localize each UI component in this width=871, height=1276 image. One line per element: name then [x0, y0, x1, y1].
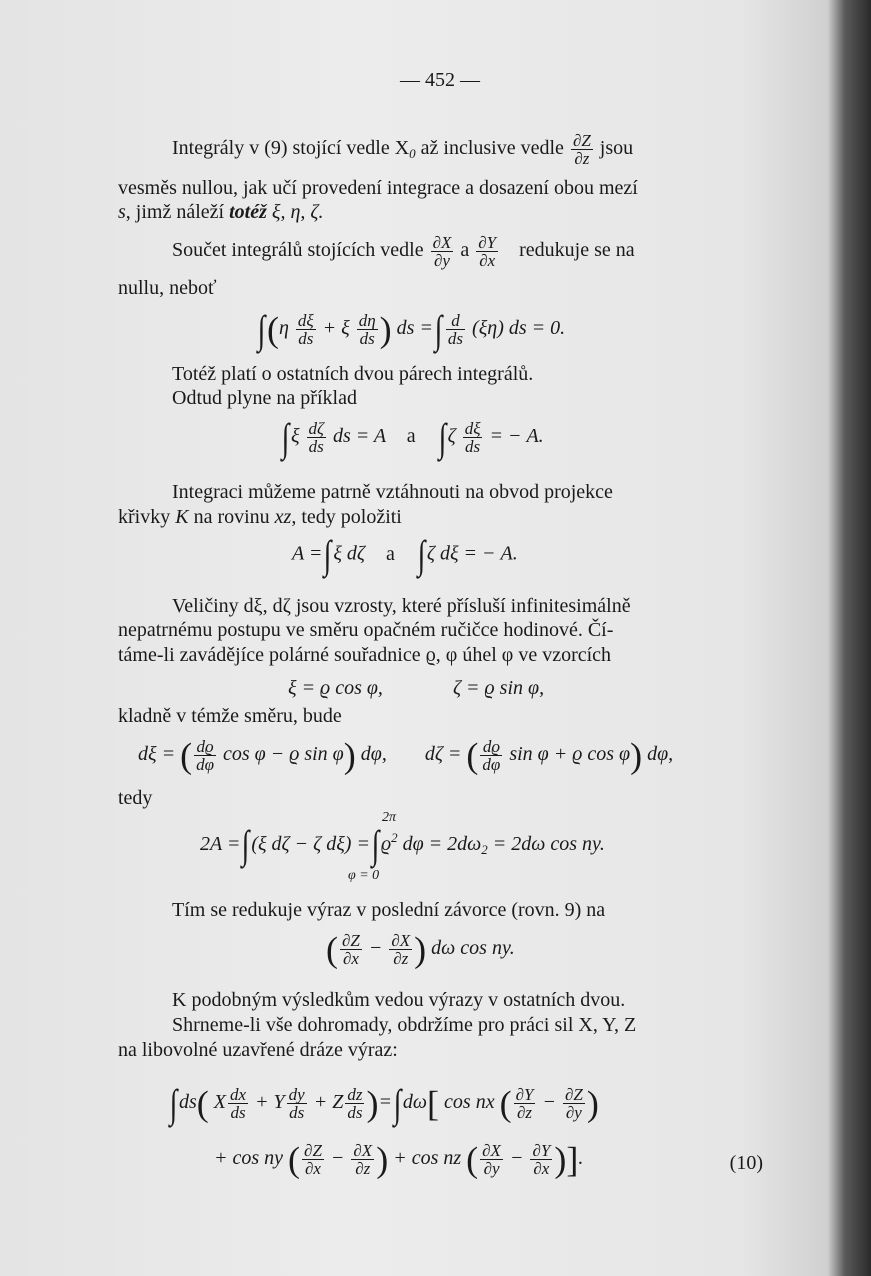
lower-limit: φ = 0: [347, 868, 380, 884]
text: + Y: [255, 1091, 285, 1114]
numerator: ∂X: [482, 1141, 501, 1160]
fraction: [446, 312, 465, 347]
text: + cos nz: [393, 1147, 462, 1170]
numerator: dϱ: [194, 738, 216, 756]
integral-sign: ∫: [438, 414, 446, 460]
paren: ): [554, 1139, 567, 1180]
fraction: [287, 1086, 307, 1121]
subscript: 0: [409, 146, 416, 162]
fraction: [530, 1142, 552, 1177]
integral-with-limits: [347, 810, 396, 884]
numerator: ∂X: [391, 931, 411, 950]
text: X: [213, 1091, 226, 1114]
denominator: ∂x: [533, 1159, 550, 1178]
paren: ): [343, 735, 356, 776]
paragraph-4-line-2: [118, 505, 402, 529]
paren: ): [414, 929, 427, 970]
paragraph-9-line-2: Shrneme-li vše dohromady, obdržíme pro práci sil X, Y, Z: [172, 1014, 637, 1036]
paragraph-6-line-1: kladně v témže směru, bude: [118, 705, 342, 727]
paragraph-3-line-1: Totéž platí o ostatních dvou párech integrálů.: [172, 363, 534, 385]
denominator: ds: [347, 1103, 363, 1122]
text: = − A.: [489, 425, 544, 448]
numerator: dζ: [308, 419, 324, 438]
numerator: dx: [229, 1085, 247, 1104]
denominator: ∂z: [393, 949, 409, 968]
fraction: [463, 420, 483, 455]
numerator: ∂X: [432, 233, 452, 252]
fraction: [296, 312, 316, 347]
text: η: [278, 317, 289, 340]
text: , tedy položiti: [291, 506, 402, 528]
text: dξ =: [138, 743, 176, 766]
text: + Z: [313, 1091, 344, 1114]
numerator: ∂Y: [478, 233, 497, 252]
superscript: 2: [391, 830, 398, 845]
fraction: [431, 234, 454, 269]
equation-4: [288, 676, 544, 700]
denominator: ∂x: [305, 1159, 321, 1178]
text: a: [406, 425, 416, 448]
paragraph-1-line-3: [118, 200, 323, 224]
fraction: [563, 1086, 585, 1121]
text: dφ,: [360, 743, 387, 766]
equation-7: [326, 929, 515, 970]
paren: ): [379, 309, 392, 350]
paragraph-2-line-2: nullu, neboť: [118, 277, 217, 299]
integral-sign: ∫: [257, 306, 266, 352]
paren: (: [196, 1083, 209, 1124]
equation-9: [214, 1139, 584, 1180]
denominator: ∂y: [565, 1103, 582, 1122]
integral-sign: ∫: [324, 532, 332, 577]
paren: ): [366, 1083, 379, 1124]
paragraph-2-line-1: [172, 234, 635, 269]
denominator: ∂z: [517, 1103, 533, 1122]
paragraph-5-line-3: táme-li zavádějíce polárné souřadnice ϱ, φ úhel φ ve vzorcích: [118, 644, 612, 666]
text: −: [330, 1147, 345, 1170]
equation-number: (10): [729, 1152, 763, 1174]
text: cos φ − ϱ sin φ: [222, 743, 344, 766]
paren: (: [499, 1083, 512, 1124]
fraction: [480, 738, 502, 773]
text: + cos ny: [214, 1147, 284, 1170]
fraction: [514, 1086, 536, 1121]
paragraph-5-line-1: Veličiny dξ, dζ jsou vzrosty, které přísluší infinitesimálně: [172, 595, 631, 617]
numerator: dξ: [464, 419, 481, 438]
numerator: ∂Z: [304, 1141, 322, 1160]
paragraph-9-line-1: K podobným výsledkům vedou výrazy v ostatních dvou.: [172, 989, 626, 1011]
integral-sign: ∫: [242, 822, 250, 868]
paragraph-9-line-3: na libovolné uzavřené dráze výraz:: [118, 1039, 398, 1061]
paren: ): [630, 735, 643, 776]
denominator: ∂x: [479, 251, 496, 270]
paragraph-5-line-2: nepatrnému postupu ve směru opačném ručičce hodinové. Čí-: [118, 619, 614, 641]
numerator: dy: [288, 1085, 305, 1104]
text: ϱ: [380, 833, 392, 855]
paren: (: [288, 1139, 301, 1180]
fraction: [571, 132, 593, 167]
text: ζ = ϱ sin φ,: [452, 677, 545, 699]
fraction: [476, 234, 498, 269]
emphasis: totéž: [229, 201, 267, 223]
integral-sign: ∫: [371, 822, 380, 868]
text: sin φ + ϱ cos φ: [509, 743, 631, 766]
fraction: [351, 1142, 374, 1177]
text: dφ = 2dω: [397, 833, 482, 855]
fraction: [389, 932, 412, 967]
text: cos nx: [444, 1091, 495, 1114]
text: a: [386, 542, 395, 565]
denominator: ds: [359, 329, 375, 348]
paren: ): [376, 1139, 389, 1180]
text: ξ, η, ζ.: [266, 201, 324, 223]
text: = 2dω cos ny.: [487, 833, 605, 855]
upper-limit: 2π: [381, 810, 396, 826]
text: ξ = ϱ cos φ,: [288, 677, 383, 699]
text: křivky: [118, 506, 176, 528]
paragraph-4-line-1: Integraci můžeme patrně vztáhnouti na obvod projekce: [172, 481, 613, 503]
text: xz: [274, 506, 292, 528]
denominator: ds: [308, 437, 324, 456]
denominator: ∂y: [434, 251, 450, 270]
text: ds = A: [332, 425, 386, 448]
text: , jimž náleží: [125, 201, 230, 223]
text: .: [578, 1147, 584, 1170]
equation-2: [280, 414, 544, 460]
denominator: ds: [298, 329, 314, 348]
text: −: [542, 1091, 556, 1114]
text: ds: [178, 1091, 197, 1114]
paragraph-8-line-1: Tím se redukuje výraz v poslední závorce (rovn. 9) na: [172, 899, 606, 921]
page-number: — 452 —: [400, 69, 480, 91]
text: ξ dζ: [333, 542, 365, 565]
numerator: d: [446, 312, 465, 330]
equation-5: [138, 735, 674, 776]
text: jsou: [599, 137, 634, 160]
integral-sign: ∫: [434, 306, 443, 352]
subscript: 2: [481, 842, 488, 857]
denominator: dφ: [196, 755, 214, 774]
fraction: [307, 420, 326, 455]
text: dφ,: [647, 743, 674, 766]
text: K: [175, 506, 189, 528]
numerator: ∂Z: [564, 1085, 583, 1104]
integral-sign: ∫: [393, 1080, 402, 1126]
numerator: ∂Z: [342, 931, 360, 950]
bracket: ]: [566, 1139, 579, 1180]
fraction: [228, 1086, 248, 1121]
denominator: ∂y: [483, 1159, 500, 1178]
text: ds =: [396, 317, 433, 340]
paren: (: [466, 1139, 479, 1180]
paren: (: [180, 735, 193, 776]
fraction: [357, 312, 378, 347]
bracket: [: [427, 1083, 440, 1124]
numerator: dϱ: [480, 738, 502, 756]
paragraph-1-line-1: [172, 132, 633, 167]
text: Součet integrálů stojících vedle: [172, 239, 424, 262]
text: dω cos ny.: [431, 937, 515, 960]
denominator: dφ: [482, 755, 501, 774]
text: ξ: [290, 425, 300, 448]
paren: (: [326, 929, 338, 970]
paren: ): [586, 1083, 599, 1124]
denominator: ∂z: [355, 1159, 371, 1178]
text: 2A =: [200, 833, 241, 855]
integral-sign: ∫: [417, 532, 426, 577]
equation-8: [168, 1080, 599, 1126]
fraction: [194, 738, 216, 773]
paragraph-3-line-2: Odtud plyne na příklad: [172, 387, 357, 409]
equation-6: [200, 810, 605, 884]
fraction: [345, 1086, 364, 1121]
text: dω: [402, 1091, 428, 1114]
equation-3: [292, 532, 518, 577]
integral-sign: ∫: [281, 414, 290, 460]
denominator: ds: [230, 1103, 246, 1122]
text: (ξ dζ − ζ dξ) =: [251, 833, 370, 855]
text: ζ: [447, 425, 456, 448]
numerator: ∂Y: [515, 1085, 534, 1104]
fraction: [340, 932, 362, 967]
text: na rovinu: [188, 506, 275, 528]
text: =: [378, 1091, 392, 1114]
denominator: ∂z: [574, 149, 590, 168]
denominator: ∂x: [342, 949, 359, 968]
text: a: [460, 239, 470, 262]
denominator: ds: [447, 329, 464, 348]
text: s: [118, 201, 126, 223]
equation-1: [256, 306, 566, 352]
text: A =: [292, 542, 323, 565]
text: dζ =: [424, 743, 462, 766]
text: Integrály v (9) stojící vedle X: [172, 137, 410, 160]
numerator: dz: [347, 1085, 363, 1104]
numerator: ∂Y: [532, 1141, 551, 1160]
text: ζ dξ = − A.: [426, 542, 518, 565]
numerator: ∂X: [353, 1141, 373, 1160]
text: −: [368, 937, 383, 960]
text: −: [509, 1147, 524, 1170]
text: redukuje se na: [519, 239, 635, 262]
denominator: ds: [289, 1103, 305, 1122]
paragraph-1-line-2: vesměs nullou, jak učí provedení integrace a dosazení obou mezí: [118, 177, 638, 199]
paren: (: [466, 735, 479, 776]
text: až inclusive vedle: [415, 137, 564, 160]
numerator: ∂Z: [572, 131, 591, 150]
paren: (: [266, 309, 279, 350]
denominator: ds: [465, 437, 481, 456]
numerator: dη: [358, 311, 376, 330]
numerator: dξ: [297, 311, 314, 330]
integral-sign: ∫: [169, 1080, 178, 1126]
fraction: [302, 1142, 324, 1177]
text: + ξ: [322, 317, 350, 340]
text: (ξη) ds = 0.: [472, 317, 566, 340]
fraction: [480, 1142, 503, 1177]
paragraph-7: tedy: [118, 787, 153, 809]
